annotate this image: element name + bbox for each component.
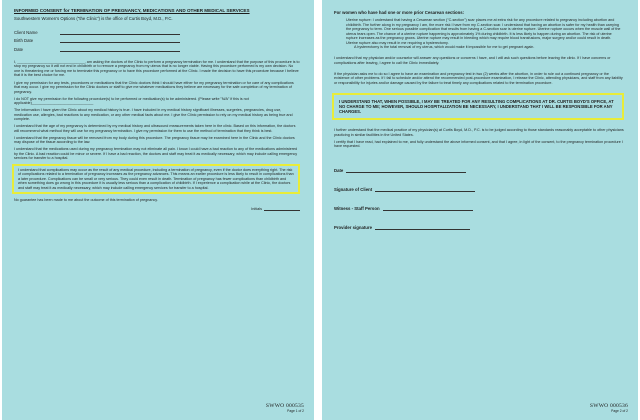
- consent-page-2: [322, 0, 638, 420]
- signature-line: [375, 187, 475, 192]
- uterine-rupture-paragraph: Uterine rupture: I understand that having a Cesarean section ("C-section") scar places me at extra risk for any procedure related to pregnancy including abortion and childbirth. The further along in my pregnancy I am, the more risk I have from my C-section scar. I understand that having an abortion is safer for my health than carrying the pregnancy to term. One serious possible complication that results from having a C-section scar is uterine rupture. Uterine rupture occurs when the muscle wall of the uterus tears open. The chance of a uterine rupture happening is approximately 1% during childbirth. It is less likely to happen during an abortion. The risk of uterine rupture increases as the pregnancy grows. Uterine rupture may result in bleeding which may require blood transfusions, major surgery and/or could result in death. Uterine rupture also may result in me requiring a hysterectomy.: [346, 18, 621, 45]
- consent-paragraph: If the physician asks me to do so I agree to have an examination and pregnancy test in two (2) weeks after the abortion, in order to rule out a continued pregnancy or the existence of other problems. If I fail to schedule and/or attend the recommended post-procedure examination, I release the Clinic, attending physicians, and staff from any liability or responsibility for injuries and/or damage caused by the failure to treat timely any complications related to the termination procedure.: [334, 71, 623, 85]
- date-field: [14, 43, 300, 52]
- consent-page-1: [2, 0, 314, 420]
- provider-signature-line: [334, 220, 624, 230]
- signature-label: Date: [334, 168, 344, 174]
- field-line: [60, 30, 180, 35]
- hysterectomy-note: A hysterectomy is the total removal of my uterus, which would make it impossible for me to get pregnant again.: [354, 45, 535, 49]
- field-line: [60, 47, 180, 52]
- consent-paragraph: I do NOT give my permission for the following procedure(s) to be performed or medication(s) to be administered. (Please write "N/A" if this is not applicable)______________________________: [14, 96, 249, 106]
- signature-label: Provider signature: [334, 225, 372, 231]
- field-label: Date: [14, 46, 24, 52]
- initials-field: [14, 206, 300, 211]
- highlight-text: I UNDERSTAND THAT, WHEN POSSIBLE, I MAY BE TREATED FOR ANY RESULTING COMPLICATIONS AT DR. CURTIS BOYD'S OFFICE, AT NO CHARGE TO ME; HOWEVER, SHOULD HOSPITALIZATION BE NECESSARY, I UNDERSTAND THAT I WILL BE RESPONSIBLE FOR ANY CHARGES.: [339, 99, 614, 115]
- spacer: [334, 151, 624, 163]
- client-signature-line: [334, 182, 624, 192]
- spacer: [14, 52, 300, 60]
- field-line: [60, 38, 180, 43]
- consent-paragraph: I further understand that the medical practice of my physician(s) at Curtis Boyd, M.D., P.C. is to be judged according to those standards reasonably acceptable to other physicians practicing in similar facilities in the United States.: [334, 128, 624, 137]
- consent-paragraph: I understand that the age of my pregnancy is determined by my medical history and ultrasound measurements taken here in the clinic. Based on this information, the doctors will recommend what method they will use for my pregnancy termination. I give my permission for them to use the method of termination that they think is best.: [14, 124, 296, 133]
- consent-paragraph: I certify that I have read, had explained to me, and fully understand the above informed consent, and that I agree, in light of the consent, to the pregnancy termination procedure I have requested.: [334, 139, 623, 149]
- signature-line: [346, 168, 466, 173]
- field-label: Birth Date: [14, 38, 34, 44]
- indented-section: [334, 18, 624, 50]
- bates-number: SWWO 000535: [265, 403, 304, 409]
- client-name-field: [14, 26, 300, 35]
- field-label: Client Name: [14, 29, 38, 35]
- signature-line: [383, 206, 473, 211]
- highlighted-charges-paragraph: [332, 93, 624, 120]
- initials-label: Initials: [251, 206, 262, 211]
- section-heading: For women who have had one or more prior Cesarean sections:: [334, 10, 465, 15]
- signature-label: Witness - Staff Person: [334, 206, 380, 212]
- date-signature-line: [334, 163, 624, 173]
- clinic-subtitle: Southwestern Women's Options ("the Clinic") is the office of Curtis Boyd, M.D., P.C.: [14, 16, 173, 22]
- consent-paragraph: I understand that the pregnancy tissue will be removed from my body during this procedure. The pregnancy tissue may be examined here in the Clinic and the Clinic doctors may dispose of the tissue according to the law.: [14, 135, 295, 145]
- page-number: Page 1 of 2: [287, 409, 304, 413]
- consent-paragraph: The information I have given the Clinic about my medical history is true. I have included in my medical history significant illnesses, surgeries, pregnancies, drug use, medication use, allergies, bad reactions to any medication, or any other medical facts about me. I give the Clinic permission to rely on my medical history as being true and complete.: [14, 108, 293, 122]
- consent-paragraph: I, _________________________________, am asking the doctors of the Clinic to perform a pregnancy termination for me. I understand that the purpose of this procedure is to stop my pregnancy so it will not end in childbirth or to remove a pregnancy from my uterus that is no longer viable. Having this procedure performed is my own decision. No one is threatening me or forcing me to terminate this pregnancy or to have this procedure performed at the Clinic. I made the decision to have this procedure because I believe that it is the best choice for me.: [14, 59, 300, 78]
- consent-paragraph: No guarantee has been made to me about the outcome of this termination of pregnancy.: [14, 198, 158, 203]
- document-title: INFORMED CONSENT for TERMINATION OF PREGNANCY, MEDICATIONS AND OTHER MEDICAL SERVICES: [14, 8, 250, 13]
- page-number: Page 2 of 2: [611, 409, 628, 413]
- signature-label: Signature of Client: [334, 187, 373, 193]
- signature-line: [375, 225, 470, 230]
- page-footer: [590, 403, 628, 413]
- witness-signature-line: [334, 201, 624, 211]
- consent-paragraph: I understand that the medications used during my pregnancy termination may not eliminate all pain. I know I could have a bad reaction to any of the medications administered by the Clinic. A bad reaction could be minor or severe. If I have a bad reaction, the doctors and staff may treat it as medically necessary, which may include calling emergency services for transfer to a hospital.: [14, 147, 298, 161]
- page-footer: [266, 403, 304, 413]
- consent-paragraph: I understand that my physician and/or counselor will answer any questions or concerns I have, and I will ask such questions before leaving the clinic. If I have concerns or complications after leaving, I agree to call the Clinic immediately.: [334, 56, 611, 65]
- initials-line: [264, 206, 300, 211]
- highlight-text: I understand that complications may occur as the result of any medical procedure, including a termination of pregnancy, even if the doctor does everything right. The risk of complications related to a termination of pregnancy increases as the pregnancy advances. This means an earlier procedure is less likely to result in complications than a later procedure. Complications can be small or very serious. They could even result in death. Termination of pregnancy has fewer complications than childbirth and when something does go wrong in this procedure it is usually less serious than a complication of childbirth. If I experience a complication while at the Clinic, the doctors and staff may treat it as medically necessary, which may include calling emergency services for transfer to a hospital.: [18, 167, 294, 190]
- birth-date-field: [14, 35, 300, 44]
- bates-number: SWWO 000536: [589, 403, 628, 409]
- consent-paragraph: I give my permission for any tests, procedures or medications that the Clinic doctors think I should have either for my pregnancy termination or for care of any complications that may occur. I give my permission for the Clinic doctors or staff to give me whatever medications they believe are necessary for the safe completion of my termination of pregnancy.: [14, 80, 294, 94]
- highlighted-complications-paragraph: [12, 164, 300, 195]
